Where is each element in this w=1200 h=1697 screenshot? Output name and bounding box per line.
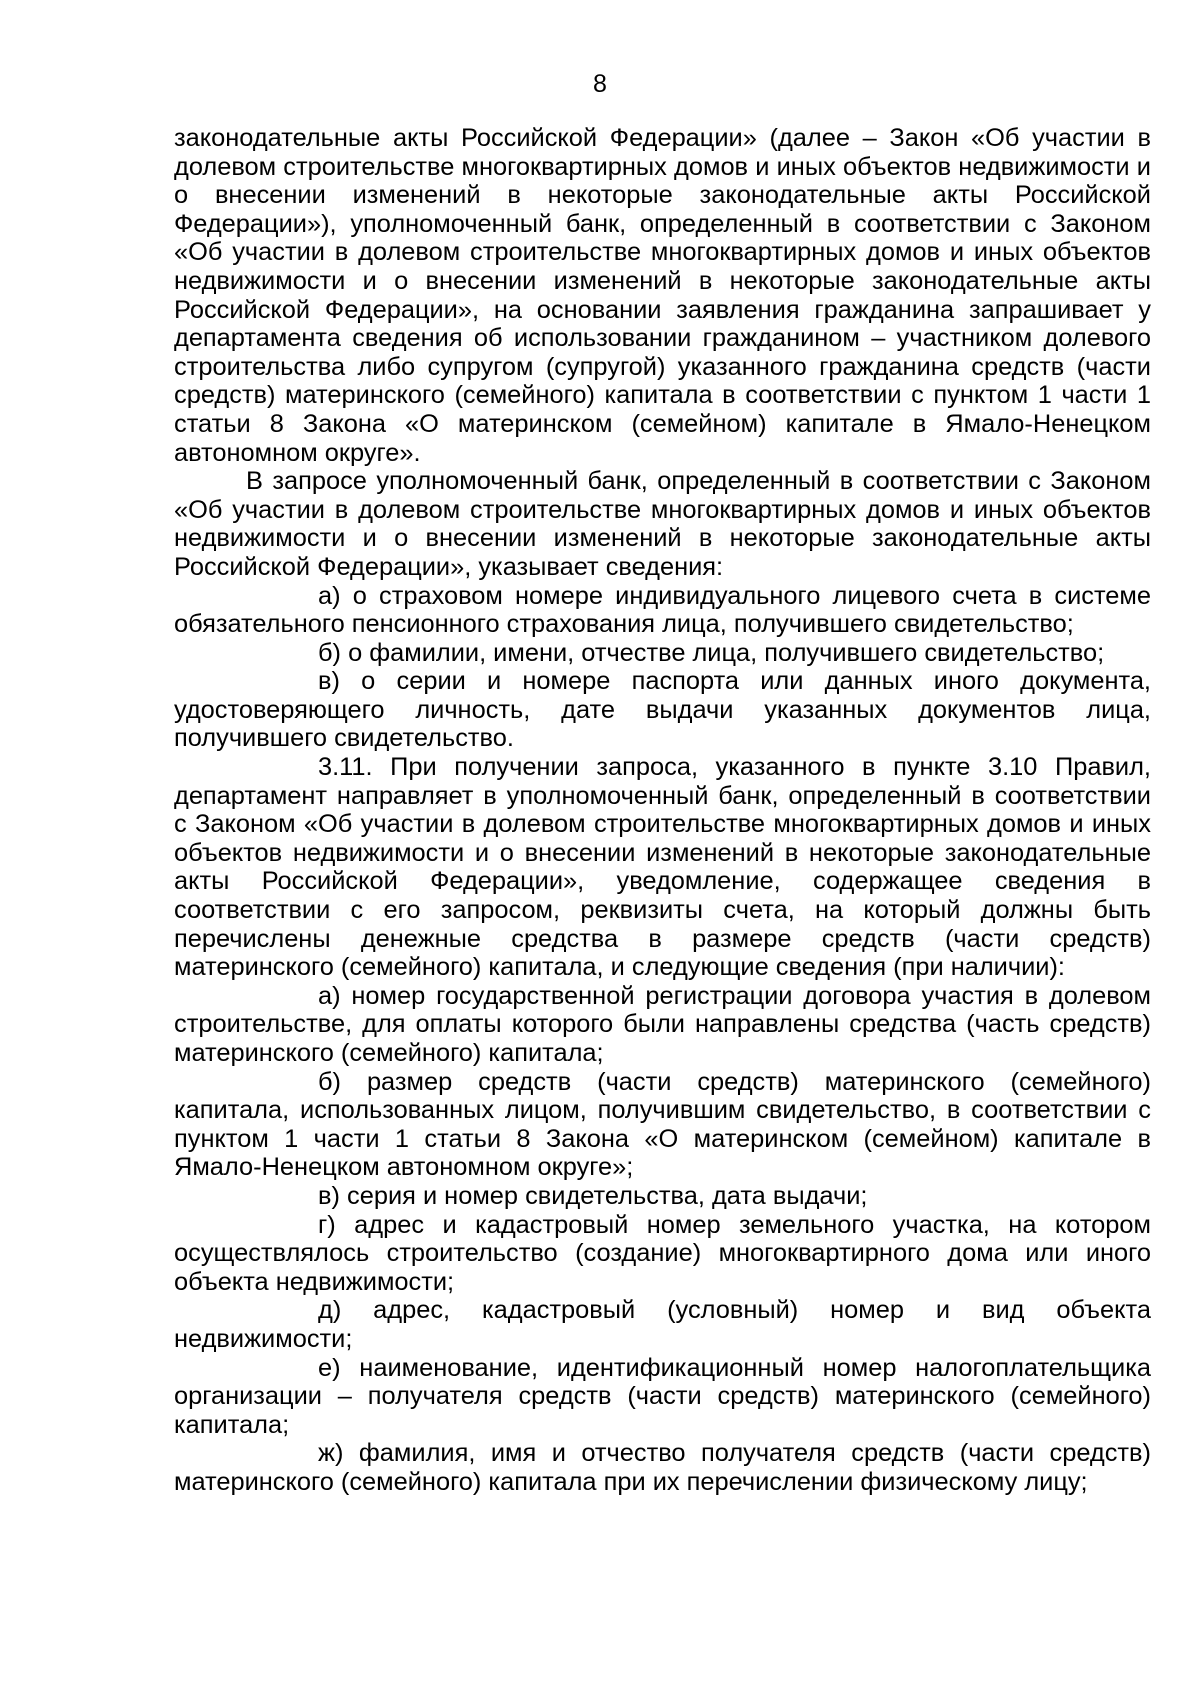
list-item-text: серия и номер свидетельства, дата выдачи; (347, 1181, 868, 1210)
list-item-zh-recipient (174, 1439, 1151, 1496)
list-item-v-passport (174, 667, 1151, 753)
list-item-label: г) (318, 1210, 336, 1239)
list-item-label: в) (318, 1181, 340, 1210)
list-item-label: а) (318, 981, 341, 1010)
list-item-text: адрес, кадастровый (условный) номер и вид объекта недвижимости; (174, 1296, 1151, 1353)
list-item-label: д) (318, 1296, 342, 1325)
list-item-label: ж) (318, 1439, 344, 1468)
list-item-label: б) (318, 638, 341, 667)
paragraph-request-info (174, 467, 1151, 581)
list-item-text: наименование, идентификационный номер налогоплательщика организации – получателя средств (части средств) материнского (семейного) капитала; (174, 1353, 1151, 1439)
list-item-d-property (174, 1296, 1151, 1353)
list-item-b-amount (174, 1068, 1151, 1182)
list-item-e-organization (174, 1354, 1151, 1440)
list-item-text: фамилия, имя и отчество получателя средств (части средств) материнского (семейного) капитала при их перечислении физическому лицу; (174, 1439, 1151, 1496)
list-item-text: о серии и номере паспорта или данных иного документа, удостоверяющего личность, дате выдачи указанных документов лица, получившего свидетельство. (174, 667, 1151, 753)
clause-number: 3.11. (318, 753, 373, 782)
list-item-a-snils (174, 582, 1151, 639)
list-item-label: б) (318, 1067, 341, 1096)
list-item-text: о фамилии, имени, отчестве лица, получившего свидетельство; (348, 638, 1105, 667)
document-body (174, 124, 1151, 1497)
clause-text: При получении запроса, указанного в пункте 3.10 Правил, департамент направляет в уполномоченный банк, определенный в соответствии с Законом «Об участии в долевом строительстве многоквартирных домов и иных объектов недвижимости и о внесении изменений в некоторые законодательные акты Российской Федерации», уведомление, содержащее сведения в соответствии с его запросом, реквизиты счета, на который должны быть перечислены денежные средства в размере средств (части средств) материнского (семейного) капитала, и следующие сведения (при наличии): (174, 753, 1151, 982)
list-item-label: в) (318, 667, 340, 696)
clause-3-11 (174, 753, 1151, 982)
paragraph-continuation (174, 124, 1151, 467)
list-item-text: адрес и кадастровый номер земельного участка, на котором осуществлялось строительство (создание) многоквартирного дома или иного объекта недвижимости; (174, 1210, 1151, 1296)
list-item-text: номер государственной регистрации договора участия в долевом строительстве, для оплаты которого были направлены средства (часть средств) материнского (семейного) капитала; (174, 981, 1151, 1067)
paragraph-text: законодательные акты Российской Федерации» (далее – Закон «Об участии в долевом строительстве многоквартирных домов и иных объектов недвижимости и о внесении изменений в некоторые законодательные акты Российской Федерации»), уполномоченный банк, определенный в соответствии с Законом «Об участии в долевом строительстве многоквартирных домов и иных объектов недвижимости и о внесении изменений в некоторые законодательные акты Российской Федерации», на основании заявления гражданина запрашивает у департамента сведения об использовании гражданином – участником долевого строительства либо супругом (супругой) указанного гражданина средств (части средств) материнского (семейного) капитала в соответствии с пунктом 1 части 1 статьи 8 Закона «О материнском (семейном) капитале в Ямало-Ненецком автономном округе». (174, 124, 1151, 467)
list-item-g-land-plot (174, 1211, 1151, 1297)
list-item-v-certificate (174, 1182, 1151, 1211)
list-item-label: а) (318, 581, 341, 610)
page-number: 8 (593, 70, 607, 98)
list-item-text: о страховом номере индивидуального лицевого счета в системе обязательного пенсионного страхования лица, получившего свидетельство; (174, 581, 1151, 639)
list-item-label: е) (318, 1353, 341, 1382)
list-item-a-registration (174, 982, 1151, 1068)
list-item-text: размер средств (части средств) материнского (семейного) капитала, использованных лицом, получившим свидетельство, в соответствии с пунктом 1 части 1 статьи 8 Закона «О материнском (семейном) капитале в Ямало-Ненецком автономном округе»; (174, 1067, 1151, 1182)
list-item-b-name (174, 639, 1151, 668)
paragraph-text: В запросе уполномоченный банк, определенный в соответствии с Законом «Об участии в долевом строительстве многоквартирных домов и иных объектов недвижимости и о внесении изменений в некоторые законодательные акты Российской Федерации», указывает сведения: (174, 467, 1151, 581)
